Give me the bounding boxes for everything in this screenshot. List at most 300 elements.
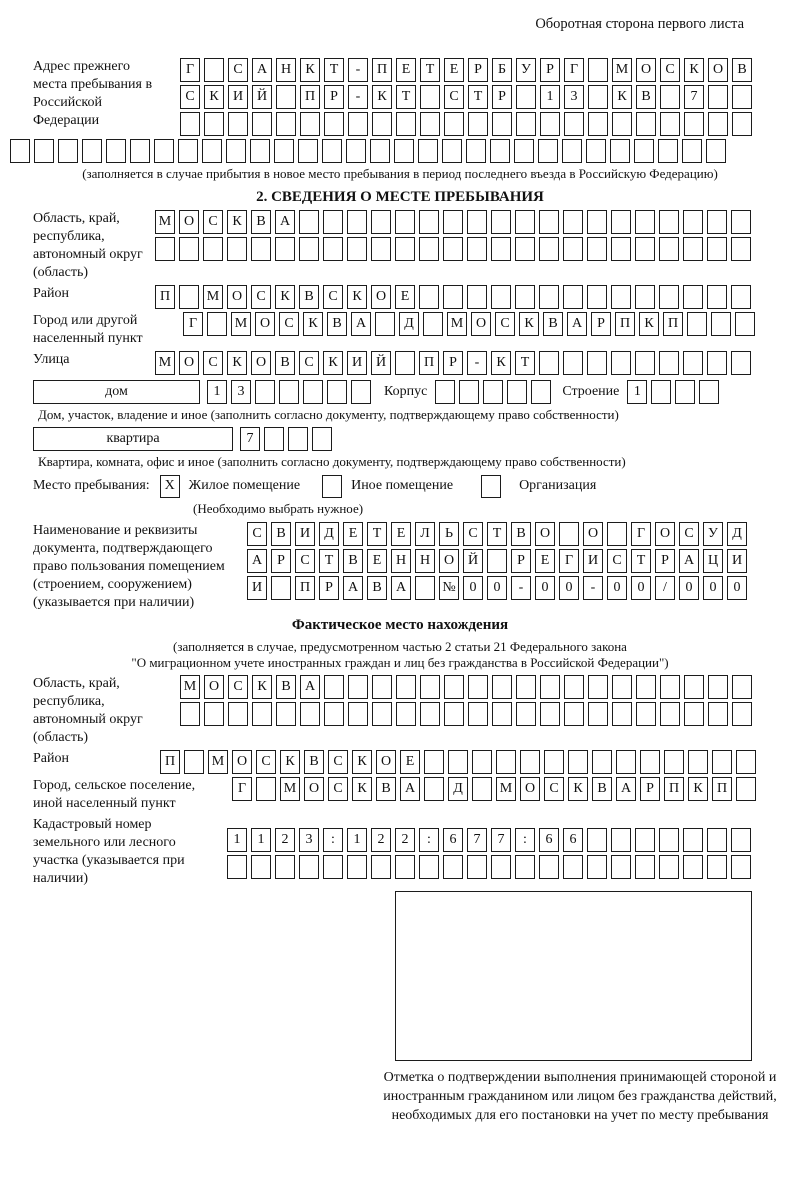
char-cell[interactable] bbox=[155, 237, 175, 261]
char-cell[interactable] bbox=[444, 675, 464, 699]
char-cell[interactable]: К bbox=[491, 351, 511, 375]
char-cell[interactable] bbox=[299, 237, 319, 261]
char-cell[interactable] bbox=[275, 855, 295, 879]
char-cell[interactable] bbox=[731, 285, 751, 309]
char-cell[interactable] bbox=[636, 112, 656, 136]
char-cell[interactable] bbox=[371, 237, 391, 261]
char-cell[interactable]: Р bbox=[655, 549, 675, 573]
char-cell[interactable]: А bbox=[300, 675, 320, 699]
char-cell[interactable]: Д bbox=[319, 522, 339, 546]
char-cell[interactable] bbox=[588, 702, 608, 726]
char-cell[interactable]: - bbox=[348, 85, 368, 109]
char-cell[interactable] bbox=[370, 139, 390, 163]
char-cell[interactable] bbox=[467, 855, 487, 879]
char-cell[interactable] bbox=[563, 237, 583, 261]
char-cell[interactable] bbox=[375, 312, 395, 336]
char-cell[interactable]: К bbox=[280, 750, 300, 774]
char-cell[interactable] bbox=[659, 351, 679, 375]
char-cell[interactable] bbox=[611, 210, 631, 234]
char-cell[interactable] bbox=[587, 855, 607, 879]
char-cell[interactable] bbox=[586, 139, 606, 163]
char-cell[interactable]: - bbox=[511, 576, 531, 600]
char-cell[interactable] bbox=[731, 855, 751, 879]
char-cell[interactable]: : bbox=[419, 828, 439, 852]
char-cell[interactable] bbox=[538, 139, 558, 163]
stay-type-checkbox-organization[interactable] bbox=[481, 475, 501, 498]
char-cell[interactable] bbox=[732, 702, 752, 726]
char-cell[interactable]: К bbox=[303, 312, 323, 336]
char-cell[interactable] bbox=[300, 112, 320, 136]
char-cell[interactable]: К bbox=[352, 750, 372, 774]
char-cell[interactable]: П bbox=[663, 312, 683, 336]
char-cell[interactable]: О bbox=[179, 351, 199, 375]
char-cell[interactable] bbox=[467, 237, 487, 261]
char-cell[interactable] bbox=[444, 112, 464, 136]
char-cell[interactable] bbox=[264, 427, 284, 451]
char-cell[interactable] bbox=[516, 85, 536, 109]
char-cell[interactable]: В bbox=[543, 312, 563, 336]
char-cell[interactable]: 6 bbox=[563, 828, 583, 852]
char-cell[interactable] bbox=[419, 210, 439, 234]
char-cell[interactable] bbox=[324, 702, 344, 726]
char-cell[interactable]: Н bbox=[276, 58, 296, 82]
char-cell[interactable]: О bbox=[251, 351, 271, 375]
char-cell[interactable] bbox=[611, 828, 631, 852]
char-cell[interactable] bbox=[252, 702, 272, 726]
char-cell[interactable]: 0 bbox=[607, 576, 627, 600]
char-cell[interactable]: 3 bbox=[231, 380, 251, 404]
char-cell[interactable] bbox=[635, 855, 655, 879]
char-cell[interactable] bbox=[607, 522, 627, 546]
char-cell[interactable]: Г bbox=[559, 549, 579, 573]
char-cell[interactable]: И bbox=[347, 351, 367, 375]
char-cell[interactable]: 1 bbox=[207, 380, 227, 404]
char-cell[interactable] bbox=[707, 210, 727, 234]
char-cell[interactable] bbox=[82, 139, 102, 163]
char-cell[interactable]: С bbox=[228, 675, 248, 699]
char-cell[interactable]: С bbox=[660, 58, 680, 82]
char-cell[interactable]: 1 bbox=[540, 85, 560, 109]
char-cell[interactable]: 7 bbox=[467, 828, 487, 852]
char-cell[interactable] bbox=[419, 237, 439, 261]
char-cell[interactable] bbox=[279, 380, 299, 404]
char-cell[interactable] bbox=[303, 380, 323, 404]
char-cell[interactable] bbox=[588, 675, 608, 699]
char-cell[interactable]: С bbox=[495, 312, 515, 336]
char-cell[interactable]: К bbox=[372, 85, 392, 109]
char-cell[interactable] bbox=[616, 750, 636, 774]
char-cell[interactable] bbox=[491, 855, 511, 879]
char-cell[interactable]: Н bbox=[415, 549, 435, 573]
char-cell[interactable]: А bbox=[343, 576, 363, 600]
char-cell[interactable]: О bbox=[439, 549, 459, 573]
char-cell[interactable]: - bbox=[467, 351, 487, 375]
char-cell[interactable]: Б bbox=[492, 58, 512, 82]
char-cell[interactable]: С bbox=[180, 85, 200, 109]
char-cell[interactable]: А bbox=[351, 312, 371, 336]
char-cell[interactable] bbox=[58, 139, 78, 163]
char-cell[interactable] bbox=[491, 210, 511, 234]
char-cell[interactable] bbox=[587, 351, 607, 375]
char-cell[interactable] bbox=[540, 702, 560, 726]
char-cell[interactable] bbox=[731, 351, 751, 375]
char-cell[interactable] bbox=[635, 351, 655, 375]
char-cell[interactable]: 7 bbox=[684, 85, 704, 109]
char-cell[interactable] bbox=[346, 139, 366, 163]
char-cell[interactable] bbox=[154, 139, 174, 163]
char-cell[interactable]: К bbox=[688, 777, 708, 801]
char-cell[interactable] bbox=[660, 112, 680, 136]
char-cell[interactable] bbox=[736, 750, 756, 774]
char-cell[interactable] bbox=[351, 380, 371, 404]
char-cell[interactable] bbox=[564, 675, 584, 699]
char-cell[interactable]: С bbox=[328, 750, 348, 774]
char-cell[interactable] bbox=[731, 237, 751, 261]
char-cell[interactable] bbox=[10, 139, 30, 163]
char-cell[interactable] bbox=[472, 777, 492, 801]
char-cell[interactable] bbox=[492, 702, 512, 726]
char-cell[interactable] bbox=[531, 380, 551, 404]
char-cell[interactable] bbox=[395, 210, 415, 234]
char-cell[interactable] bbox=[588, 85, 608, 109]
char-cell[interactable]: С bbox=[203, 351, 223, 375]
char-cell[interactable] bbox=[228, 112, 248, 136]
char-cell[interactable]: Й bbox=[252, 85, 272, 109]
char-cell[interactable] bbox=[395, 237, 415, 261]
char-cell[interactable] bbox=[611, 855, 631, 879]
char-cell[interactable] bbox=[659, 237, 679, 261]
char-cell[interactable]: Р bbox=[443, 351, 463, 375]
char-cell[interactable] bbox=[675, 380, 695, 404]
char-cell[interactable] bbox=[706, 139, 726, 163]
char-cell[interactable] bbox=[423, 312, 443, 336]
char-cell[interactable] bbox=[683, 351, 703, 375]
char-cell[interactable] bbox=[298, 139, 318, 163]
char-cell[interactable] bbox=[562, 139, 582, 163]
char-cell[interactable] bbox=[731, 828, 751, 852]
char-cell[interactable]: И bbox=[583, 549, 603, 573]
char-cell[interactable] bbox=[468, 675, 488, 699]
char-cell[interactable] bbox=[516, 112, 536, 136]
char-cell[interactable]: О bbox=[655, 522, 675, 546]
char-cell[interactable]: С bbox=[299, 351, 319, 375]
char-cell[interactable]: Л bbox=[415, 522, 435, 546]
char-cell[interactable]: Г bbox=[232, 777, 252, 801]
char-cell[interactable] bbox=[610, 139, 630, 163]
char-cell[interactable]: В bbox=[299, 285, 319, 309]
char-cell[interactable] bbox=[184, 750, 204, 774]
char-cell[interactable]: У bbox=[703, 522, 723, 546]
char-cell[interactable] bbox=[520, 750, 540, 774]
char-cell[interactable] bbox=[483, 380, 503, 404]
char-cell[interactable] bbox=[664, 750, 684, 774]
char-cell[interactable]: 6 bbox=[443, 828, 463, 852]
char-cell[interactable] bbox=[179, 237, 199, 261]
char-cell[interactable] bbox=[424, 777, 444, 801]
char-cell[interactable]: П bbox=[160, 750, 180, 774]
char-cell[interactable] bbox=[227, 237, 247, 261]
char-cell[interactable] bbox=[612, 112, 632, 136]
char-cell[interactable]: Н bbox=[391, 549, 411, 573]
char-cell[interactable] bbox=[250, 139, 270, 163]
char-cell[interactable]: 0 bbox=[631, 576, 651, 600]
char-cell[interactable] bbox=[516, 675, 536, 699]
char-cell[interactable] bbox=[539, 237, 559, 261]
char-cell[interactable]: И bbox=[727, 549, 747, 573]
char-cell[interactable] bbox=[372, 112, 392, 136]
char-cell[interactable]: Т bbox=[468, 85, 488, 109]
char-cell[interactable] bbox=[444, 702, 464, 726]
char-cell[interactable] bbox=[588, 112, 608, 136]
char-cell[interactable] bbox=[707, 237, 727, 261]
char-cell[interactable]: Г bbox=[631, 522, 651, 546]
char-cell[interactable] bbox=[396, 675, 416, 699]
char-cell[interactable] bbox=[659, 855, 679, 879]
char-cell[interactable]: А bbox=[679, 549, 699, 573]
char-cell[interactable]: 7 bbox=[491, 828, 511, 852]
char-cell[interactable] bbox=[372, 675, 392, 699]
char-cell[interactable]: В bbox=[304, 750, 324, 774]
char-cell[interactable]: П bbox=[155, 285, 175, 309]
char-cell[interactable] bbox=[226, 139, 246, 163]
char-cell[interactable] bbox=[420, 702, 440, 726]
char-cell[interactable]: А bbox=[391, 576, 411, 600]
char-cell[interactable]: О bbox=[520, 777, 540, 801]
char-cell[interactable] bbox=[564, 702, 584, 726]
char-cell[interactable]: 0 bbox=[679, 576, 699, 600]
char-cell[interactable]: Т bbox=[515, 351, 535, 375]
char-cell[interactable] bbox=[467, 285, 487, 309]
char-cell[interactable]: К bbox=[300, 58, 320, 82]
char-cell[interactable] bbox=[708, 85, 728, 109]
char-cell[interactable]: К bbox=[204, 85, 224, 109]
char-cell[interactable]: И bbox=[295, 522, 315, 546]
char-cell[interactable]: К bbox=[684, 58, 704, 82]
char-cell[interactable] bbox=[587, 828, 607, 852]
char-cell[interactable] bbox=[348, 675, 368, 699]
char-cell[interactable] bbox=[347, 237, 367, 261]
char-cell[interactable] bbox=[299, 855, 319, 879]
char-cell[interactable]: М bbox=[208, 750, 228, 774]
char-cell[interactable]: Т bbox=[487, 522, 507, 546]
char-cell[interactable] bbox=[371, 855, 391, 879]
char-cell[interactable] bbox=[687, 312, 707, 336]
char-cell[interactable] bbox=[227, 855, 247, 879]
char-cell[interactable] bbox=[732, 675, 752, 699]
char-cell[interactable]: В bbox=[636, 85, 656, 109]
char-cell[interactable] bbox=[659, 210, 679, 234]
char-cell[interactable] bbox=[418, 139, 438, 163]
char-cell[interactable] bbox=[323, 237, 343, 261]
char-cell[interactable] bbox=[106, 139, 126, 163]
char-cell[interactable] bbox=[372, 702, 392, 726]
char-cell[interactable] bbox=[659, 285, 679, 309]
char-cell[interactable] bbox=[202, 139, 222, 163]
char-cell[interactable]: Р bbox=[591, 312, 611, 336]
char-cell[interactable] bbox=[683, 828, 703, 852]
char-cell[interactable] bbox=[130, 139, 150, 163]
char-cell[interactable]: Е bbox=[535, 549, 555, 573]
char-cell[interactable]: Р bbox=[540, 58, 560, 82]
char-cell[interactable]: В bbox=[276, 675, 296, 699]
char-cell[interactable]: Т bbox=[396, 85, 416, 109]
char-cell[interactable] bbox=[424, 750, 444, 774]
char-cell[interactable]: П bbox=[300, 85, 320, 109]
char-cell[interactable]: : bbox=[323, 828, 343, 852]
char-cell[interactable] bbox=[204, 112, 224, 136]
char-cell[interactable]: К bbox=[352, 777, 372, 801]
char-cell[interactable]: - bbox=[348, 58, 368, 82]
char-cell[interactable]: Р bbox=[511, 549, 531, 573]
char-cell[interactable]: В bbox=[343, 549, 363, 573]
char-cell[interactable]: 1 bbox=[627, 380, 647, 404]
char-cell[interactable] bbox=[347, 855, 367, 879]
char-cell[interactable]: С bbox=[679, 522, 699, 546]
char-cell[interactable] bbox=[688, 750, 708, 774]
char-cell[interactable]: К bbox=[227, 210, 247, 234]
char-cell[interactable]: В bbox=[732, 58, 752, 82]
char-cell[interactable]: В bbox=[592, 777, 612, 801]
char-cell[interactable] bbox=[322, 139, 342, 163]
char-cell[interactable]: Д bbox=[399, 312, 419, 336]
char-cell[interactable] bbox=[563, 351, 583, 375]
char-cell[interactable] bbox=[611, 351, 631, 375]
char-cell[interactable]: Ь bbox=[439, 522, 459, 546]
char-cell[interactable] bbox=[394, 139, 414, 163]
char-cell[interactable]: Т bbox=[367, 522, 387, 546]
char-cell[interactable]: О bbox=[371, 285, 391, 309]
char-cell[interactable]: М bbox=[180, 675, 200, 699]
char-cell[interactable] bbox=[636, 675, 656, 699]
char-cell[interactable] bbox=[324, 675, 344, 699]
char-cell[interactable]: У bbox=[516, 58, 536, 82]
char-cell[interactable]: М bbox=[496, 777, 516, 801]
char-cell[interactable] bbox=[634, 139, 654, 163]
char-cell[interactable] bbox=[539, 351, 559, 375]
char-cell[interactable] bbox=[34, 139, 54, 163]
char-cell[interactable] bbox=[178, 139, 198, 163]
char-cell[interactable] bbox=[635, 237, 655, 261]
char-cell[interactable] bbox=[635, 285, 655, 309]
char-cell[interactable]: О bbox=[255, 312, 275, 336]
char-cell[interactable] bbox=[539, 855, 559, 879]
stay-type-checkbox-residential[interactable]: X bbox=[160, 475, 180, 498]
char-cell[interactable] bbox=[736, 777, 756, 801]
char-cell[interactable] bbox=[395, 855, 415, 879]
char-cell[interactable]: 7 bbox=[240, 427, 260, 451]
char-cell[interactable] bbox=[448, 750, 468, 774]
char-cell[interactable]: Т bbox=[420, 58, 440, 82]
char-cell[interactable]: Е bbox=[444, 58, 464, 82]
char-cell[interactable]: П bbox=[419, 351, 439, 375]
char-cell[interactable] bbox=[708, 675, 728, 699]
char-cell[interactable] bbox=[684, 702, 704, 726]
char-cell[interactable]: С bbox=[607, 549, 627, 573]
char-cell[interactable] bbox=[255, 380, 275, 404]
stay-type-checkbox-other[interactable] bbox=[322, 475, 342, 498]
char-cell[interactable] bbox=[515, 210, 535, 234]
char-cell[interactable] bbox=[660, 702, 680, 726]
char-cell[interactable]: Е bbox=[343, 522, 363, 546]
char-cell[interactable]: П bbox=[372, 58, 392, 82]
char-cell[interactable] bbox=[587, 210, 607, 234]
char-cell[interactable]: В bbox=[275, 351, 295, 375]
char-cell[interactable] bbox=[564, 112, 584, 136]
char-cell[interactable]: 2 bbox=[275, 828, 295, 852]
char-cell[interactable] bbox=[347, 210, 367, 234]
char-cell[interactable]: С bbox=[463, 522, 483, 546]
char-cell[interactable] bbox=[588, 58, 608, 82]
char-cell[interactable]: Р bbox=[640, 777, 660, 801]
char-cell[interactable] bbox=[612, 675, 632, 699]
char-cell[interactable] bbox=[699, 380, 719, 404]
char-cell[interactable]: О bbox=[471, 312, 491, 336]
char-cell[interactable] bbox=[732, 112, 752, 136]
char-cell[interactable]: / bbox=[655, 576, 675, 600]
char-cell[interactable] bbox=[207, 312, 227, 336]
char-cell[interactable]: 2 bbox=[371, 828, 391, 852]
char-cell[interactable] bbox=[559, 522, 579, 546]
char-cell[interactable]: К bbox=[347, 285, 367, 309]
char-cell[interactable] bbox=[180, 112, 200, 136]
char-cell[interactable] bbox=[487, 549, 507, 573]
char-cell[interactable]: С bbox=[279, 312, 299, 336]
char-cell[interactable]: В bbox=[511, 522, 531, 546]
char-cell[interactable] bbox=[396, 702, 416, 726]
char-cell[interactable]: Д bbox=[448, 777, 468, 801]
char-cell[interactable] bbox=[515, 285, 535, 309]
char-cell[interactable] bbox=[420, 85, 440, 109]
char-cell[interactable] bbox=[327, 380, 347, 404]
char-cell[interactable]: 6 bbox=[539, 828, 559, 852]
char-cell[interactable] bbox=[490, 139, 510, 163]
char-cell[interactable] bbox=[203, 237, 223, 261]
char-cell[interactable]: Р bbox=[319, 576, 339, 600]
char-cell[interactable] bbox=[587, 285, 607, 309]
char-cell[interactable] bbox=[711, 312, 731, 336]
char-cell[interactable]: М bbox=[447, 312, 467, 336]
char-cell[interactable] bbox=[660, 675, 680, 699]
char-cell[interactable]: М bbox=[612, 58, 632, 82]
char-cell[interactable] bbox=[539, 285, 559, 309]
char-cell[interactable]: О bbox=[583, 522, 603, 546]
char-cell[interactable]: К bbox=[612, 85, 632, 109]
char-cell[interactable]: 0 bbox=[559, 576, 579, 600]
char-cell[interactable] bbox=[371, 210, 391, 234]
char-cell[interactable]: С bbox=[251, 285, 271, 309]
char-cell[interactable]: М bbox=[203, 285, 223, 309]
char-cell[interactable] bbox=[419, 855, 439, 879]
char-cell[interactable] bbox=[348, 112, 368, 136]
char-cell[interactable] bbox=[683, 855, 703, 879]
char-cell[interactable] bbox=[443, 855, 463, 879]
char-cell[interactable] bbox=[651, 380, 671, 404]
char-cell[interactable] bbox=[204, 702, 224, 726]
char-cell[interactable] bbox=[592, 750, 612, 774]
char-cell[interactable]: Р bbox=[271, 549, 291, 573]
char-cell[interactable] bbox=[419, 285, 439, 309]
char-cell[interactable] bbox=[684, 675, 704, 699]
char-cell[interactable] bbox=[658, 139, 678, 163]
char-cell[interactable] bbox=[707, 351, 727, 375]
char-cell[interactable] bbox=[324, 112, 344, 136]
char-cell[interactable] bbox=[568, 750, 588, 774]
char-cell[interactable]: М bbox=[155, 351, 175, 375]
char-cell[interactable] bbox=[420, 675, 440, 699]
char-cell[interactable] bbox=[539, 210, 559, 234]
char-cell[interactable] bbox=[708, 112, 728, 136]
char-cell[interactable]: Р bbox=[468, 58, 488, 82]
